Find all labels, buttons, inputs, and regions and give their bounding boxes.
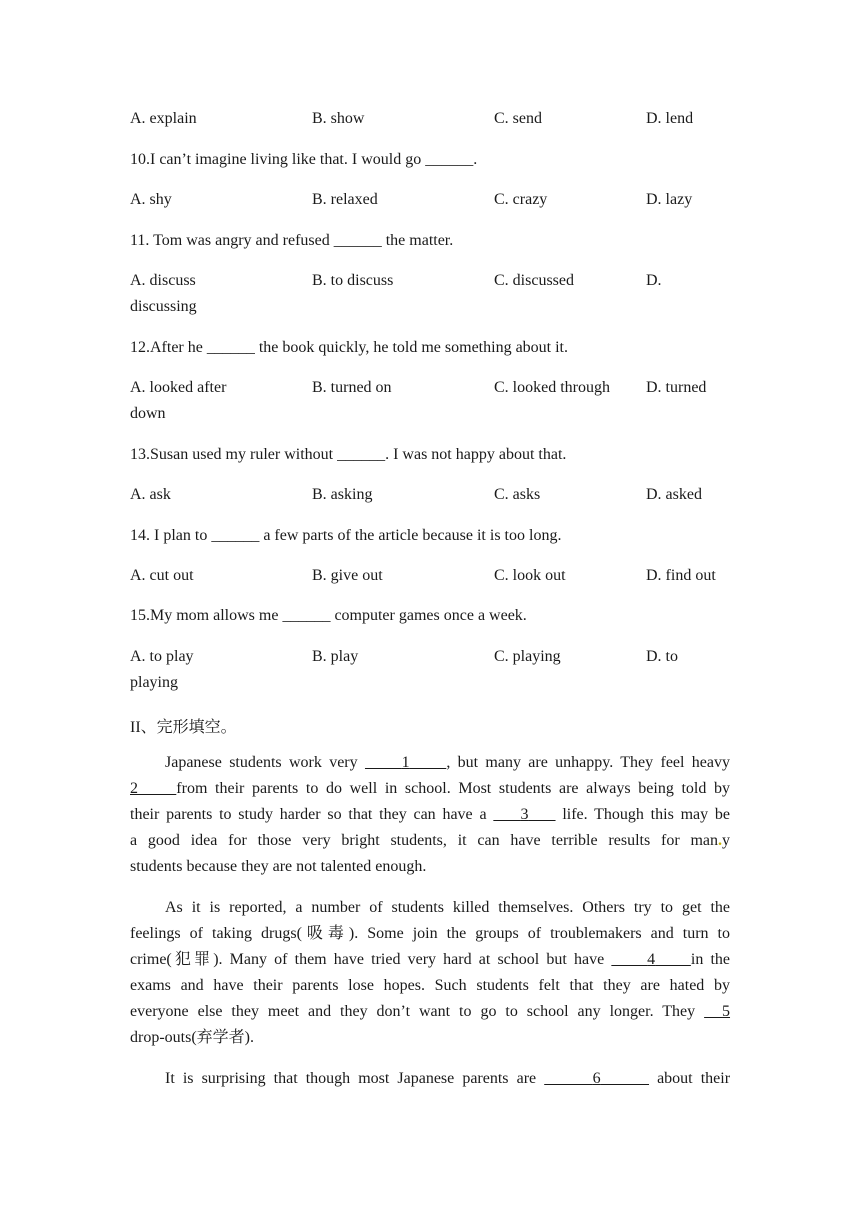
q10-stem: 10.I can’t imagine living like that. I would go ______. — [130, 151, 478, 168]
q12-option-a: A. looked after — [130, 379, 227, 396]
q11-option-a: A. discuss — [130, 272, 196, 289]
q10-option-a: A. shy — [130, 191, 172, 208]
q11-option-d: D. — [646, 272, 662, 289]
passage-line: feelings of taking drugs(吸毒). Some join the groups of troublemakers and turn to — [130, 925, 730, 942]
blank-6: 6 — [592, 1070, 601, 1087]
blank-1: 1 — [401, 754, 410, 771]
q13-option-d: D. asked — [646, 486, 702, 503]
q13-option-a: A. ask — [130, 486, 171, 503]
q12-stem: 12.After he ______ the book quickly, he told me something about it. — [130, 339, 568, 356]
q13-stem: 13.Susan used my ruler without ______. I was not happy about that. — [130, 446, 567, 463]
passage-paragraph-2 — [130, 895, 730, 1051]
q15-option-a: A. to play — [130, 648, 194, 665]
q11-option-c: C. discussed — [494, 272, 574, 289]
q9-option-b: B. show — [312, 110, 365, 127]
q14-stem: 14. I plan to ______ a few parts of the article because it is too long. — [130, 527, 562, 544]
blank-3: 3 — [520, 806, 529, 823]
passage-line: exams and have their parents lose hopes. Such students felt that they are hated by — [130, 977, 730, 994]
q12-option-c: C. looked through — [494, 379, 610, 396]
q15-stem: 15.My mom allows me ______ computer games once a week. — [130, 607, 527, 624]
q15-option-b: B. play — [312, 648, 359, 665]
q14-option-a: A. cut out — [130, 567, 194, 584]
passage-line: everyone else they meet and they don’t want to go to school any longer. They 5 — [130, 1003, 731, 1020]
q11-option-b: B. to discuss — [312, 272, 394, 289]
blank-2: 2 — [130, 780, 138, 797]
q11-stem: 11. Tom was angry and refused ______ the matter. — [130, 232, 454, 249]
q9-option-a: A. explain — [130, 110, 197, 127]
q15-option-d-wrap: playing — [130, 674, 178, 691]
passage-line: crime(犯罪). Many of them have tried very hard at school but have 4 in the — [130, 951, 731, 968]
q10-option-b: B. relaxed — [312, 191, 378, 208]
q12-option-d: D. turned — [646, 379, 707, 396]
passage-line: As it is reported, a number of students killed themselves. Others try to get the — [165, 899, 730, 916]
passage-line: It is surprising that though most Japanese parents are 6 about their — [165, 1070, 731, 1087]
q11-option-d-wrap: discussing — [130, 298, 197, 315]
passage-line: Japanese students work very 1 , but many are unhappy. They feel heavy — [165, 754, 731, 771]
passage-paragraph-1 — [130, 750, 730, 880]
section-heading: II、完形填空。 — [130, 719, 237, 736]
q14-option-d: D. find out — [646, 567, 716, 584]
q15-option-d: D. to — [646, 648, 678, 665]
passage-paragraph-3 — [130, 1066, 730, 1092]
yellow-mark: . — [718, 832, 722, 849]
q9-option-c: C. send — [494, 110, 542, 127]
q13-option-c: C. asks — [494, 486, 541, 503]
passage-line: students because they are not talented enough. — [130, 858, 427, 875]
passage-line: a good idea for those very bright students, it can have terrible results for man.y — [130, 832, 730, 849]
q14-option-c: C. look out — [494, 567, 566, 584]
passage-line: drop-outs(弃学者). — [130, 1029, 254, 1046]
q15-option-c: C. playing — [494, 648, 561, 665]
passage-line: 2 from their parents to do well in school. Most students are always being told by — [130, 780, 731, 797]
q10-option-d: D. lazy — [646, 191, 693, 208]
blank-5: 5 — [722, 1003, 731, 1020]
q10-option-c: C. crazy — [494, 191, 548, 208]
q14-option-b: B. give out — [312, 567, 383, 584]
q12-option-b: B. turned on — [312, 379, 392, 396]
q13-option-b: B. asking — [312, 486, 373, 503]
q12-option-d-wrap: down — [130, 405, 166, 422]
q9-option-d: D. lend — [646, 110, 694, 127]
blank-4: 4 — [647, 951, 656, 968]
passage-line: their parents to study harder so that they can have a 3 life. Though this may be — [130, 806, 731, 823]
